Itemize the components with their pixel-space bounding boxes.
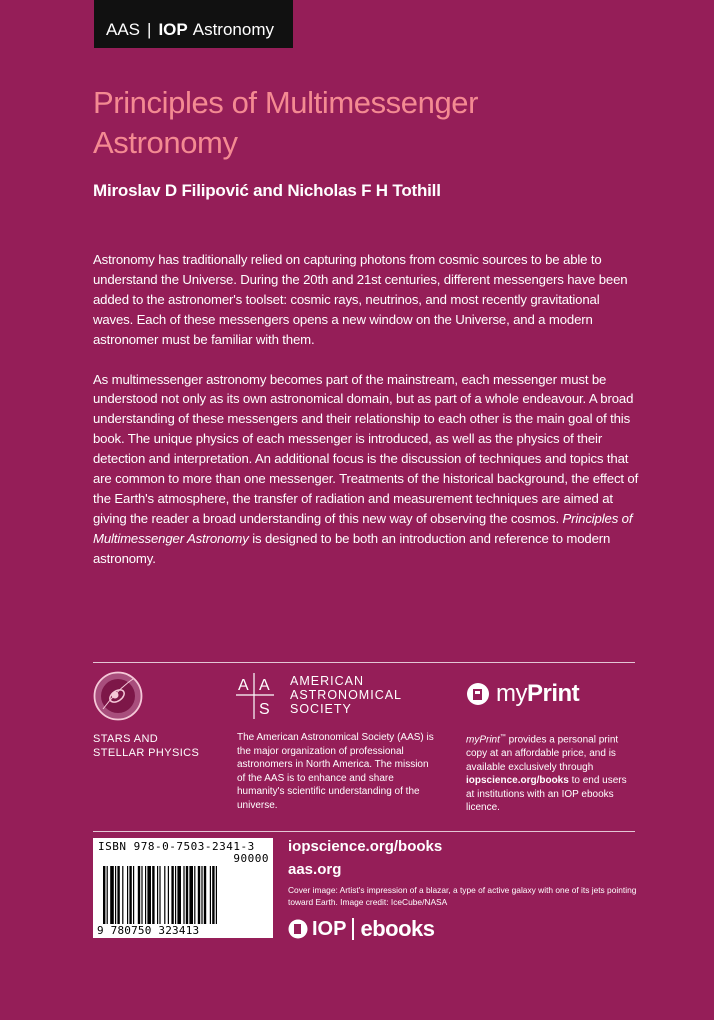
- book-title: [93, 83, 633, 163]
- barcode-digits: 9 780750 323413: [97, 924, 200, 937]
- description-p2-end: is designed to be both an introduction and reference to modern astronomy.: [93, 530, 611, 566]
- barcode-bar: [133, 866, 134, 924]
- iopscience-link[interactable]: iopscience.org/books: [288, 838, 443, 855]
- aas-logo-letter-a2: A: [259, 677, 270, 694]
- description-p2-title: Principles of Multimessenger Astronomy: [93, 510, 633, 546]
- myprint-desc-part2: to end users at institutions with an IOP ebooks licence.: [466, 775, 627, 814]
- description-paragraph-1: Astronomy has traditionally relied on capturing photons from cosmic sources to be able to understand the Universe. During the 20th and 21st centuries, different messengers have been added to the astronomer's toolset: cosmic rays, neutrinos, and most recently gravitational waves. Each of these messengers opens a new window on the Universe, and a modern astronomer must be familiar with them.: [93, 252, 628, 347]
- aas-logo-text: AAS: [106, 20, 141, 39]
- isbn-price-code: 90000: [233, 852, 269, 865]
- stars-series-icon: [93, 671, 143, 721]
- aas-name-line-1: AMERICAN: [290, 674, 364, 688]
- aas-society-name: [290, 674, 402, 716]
- barcode-bar: [117, 866, 119, 924]
- myprint-description: [466, 731, 636, 815]
- myprint-desc-tm: ™: [499, 734, 506, 740]
- barcode-bar: [145, 866, 146, 924]
- barcode-bar: [189, 866, 193, 924]
- myprint-logo-my: my: [496, 680, 527, 707]
- description-paragraph-2: [93, 370, 639, 569]
- barcode-bar: [216, 866, 217, 924]
- title-line-2: Astronomy: [93, 125, 238, 160]
- barcode-bar: [107, 866, 108, 924]
- series-name: [93, 732, 199, 760]
- barcode-bar: [115, 866, 116, 924]
- iop-logo-text: IOP: [158, 20, 188, 39]
- aas-link[interactable]: aas.org: [288, 861, 342, 878]
- barcode-bar: [194, 866, 195, 924]
- barcode-bar: [210, 866, 211, 924]
- myprint-logo: [466, 680, 579, 708]
- barcode-bar: [110, 866, 114, 924]
- barcode-bar: [198, 866, 200, 924]
- barcode-bar: [212, 866, 214, 924]
- iop-ebooks-icon: [288, 919, 308, 939]
- aas-name-line-3: SOCIETY: [290, 702, 352, 716]
- barcode-bar: [103, 866, 105, 924]
- divider-top: [93, 662, 635, 663]
- barcode-bar: [204, 866, 206, 924]
- barcode-bar: [152, 866, 154, 924]
- myprint-icon: [466, 682, 490, 706]
- barcode-bar: [177, 866, 181, 924]
- isbn-number: ISBN 978-0-7503-2341-3: [98, 840, 255, 853]
- barcode-bars: [103, 866, 263, 924]
- barcode-bar: [122, 866, 123, 924]
- series-line-2: STELLAR PHYSICS: [93, 747, 200, 759]
- barcode-bar: [157, 866, 158, 924]
- ebooks-logo-word: ebooks: [360, 916, 435, 941]
- astronomy-logo-text: Astronomy: [192, 20, 274, 39]
- cover-image-credit: Cover image: Artist's impression of a blazar, a type of active galaxy with one of its jets pointing toward Earth. Image credit: IceCube/NASA: [288, 885, 637, 907]
- barcode-bar: [171, 866, 173, 924]
- barcode-bar: [168, 866, 169, 924]
- myprint-logo-print: Print: [527, 680, 580, 707]
- ebooks-logo-iop: IOP: [312, 917, 347, 940]
- barcode-bar: [183, 866, 184, 924]
- isbn-barcode: [93, 838, 273, 938]
- book-authors: Miroslav D Filipović and Nicholas F H Tothill: [93, 181, 441, 200]
- barcode-bar: [201, 866, 202, 924]
- barcode-bar: [138, 866, 140, 924]
- aas-description: The American Astronomical Society (AAS) is the major organization of professional astronomers in North America. The mission of the AAS is to enhance and share humanity's scientiﬁc understanding of the universe.: [237, 732, 434, 811]
- logo-separator: |: [147, 20, 152, 39]
- barcode-bar: [159, 866, 160, 924]
- barcode-bar: [186, 866, 188, 924]
- barcode-bar: [147, 866, 151, 924]
- book-description: [93, 250, 639, 569]
- myprint-desc-name: myPrint: [466, 734, 500, 746]
- aas-logo-letter-s: S: [259, 701, 270, 718]
- aas-name-line-2: ASTRONOMICAL: [290, 688, 403, 702]
- divider-bottom: [93, 831, 635, 832]
- myprint-desc-part1: provides a personal print copy at an affordable price, and is available exclusively through: [466, 734, 619, 773]
- barcode-bar: [175, 866, 176, 924]
- iop-ebooks-logo: [288, 916, 434, 942]
- description-p2-text: As multimessenger astronomy becomes part of the mainstream, each messenger must be understood not only as its own astronomical domain, but as part of a whole endeavour. A broad understanding of these messengers and their relationship to each other is the main goal of this book. The unique physics of each messenger is introduced, as well as the physics of their detection and interpretation. An additional focus is the discussion of techniques and topics that are common to more than one messenger. Treatments of the historical background, the effect of the Earth's atmosphere, the transfer of radiation and measurement techniques are aimed at giving the reader a broad understanding of this new way of observing the cosmos.: [93, 371, 639, 526]
- barcode-bar: [127, 866, 128, 924]
- publisher-logo-bar: [94, 0, 293, 48]
- barcode-bar: [129, 866, 131, 924]
- aas-logo-letter-a1: A: [238, 677, 249, 694]
- myprint-desc-link: iopscience.org/books: [466, 775, 569, 787]
- barcode-bar: [141, 866, 142, 924]
- myprint-wordmark: [496, 680, 579, 708]
- series-line-1: STARS AND: [93, 733, 159, 745]
- barcode-bar: [164, 866, 165, 924]
- ebooks-logo-separator: [352, 918, 354, 940]
- title-line-1: Principles of Multimessenger: [93, 85, 479, 120]
